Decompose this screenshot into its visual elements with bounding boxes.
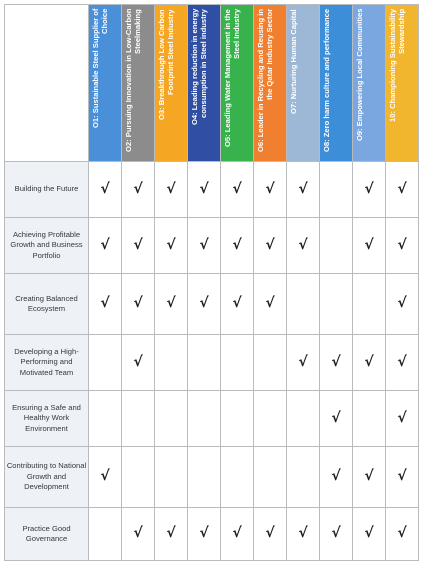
matrix-cell bbox=[320, 218, 353, 274]
checkmark-icon: √ bbox=[397, 295, 407, 311]
matrix-cell bbox=[122, 335, 155, 391]
matrix-cell bbox=[287, 274, 320, 335]
checkmark-icon: √ bbox=[265, 525, 275, 541]
objective-header-o1 bbox=[89, 5, 122, 162]
matrix-cell bbox=[221, 335, 254, 391]
row-label: Building the Future bbox=[5, 162, 89, 218]
matrix-cell bbox=[353, 274, 386, 335]
checkmark-icon: √ bbox=[331, 525, 341, 541]
objective-label: O6: Leader in Recycling and Reusing in the Qatar Industry Sector bbox=[256, 9, 274, 153]
checkmark-icon: √ bbox=[133, 525, 143, 541]
matrix-cell bbox=[287, 447, 320, 508]
checkmark-icon: √ bbox=[397, 353, 407, 370]
checkmark-icon: √ bbox=[166, 525, 176, 541]
table-row bbox=[5, 218, 419, 274]
objective-label: O5: Leading Water Management in the Steel Industry bbox=[223, 9, 241, 147]
matrix-cell bbox=[122, 162, 155, 218]
table-row bbox=[5, 447, 419, 508]
table-row bbox=[5, 162, 419, 218]
checkmark-icon: √ bbox=[331, 468, 341, 484]
matrix-cell bbox=[188, 162, 221, 218]
corner-cell bbox=[5, 5, 89, 162]
matrix-cell bbox=[155, 218, 188, 274]
objective-label: O1: Sustainable Steel Supplier of Choice bbox=[91, 9, 109, 129]
matrix-cell bbox=[353, 391, 386, 447]
objective-label: O3: Breakthrough Low Carbon Footprint Steel Industry bbox=[157, 9, 175, 120]
matrix-cell bbox=[386, 274, 419, 335]
matrix-cell bbox=[221, 447, 254, 508]
matrix-cell bbox=[188, 218, 221, 274]
matrix-cell bbox=[254, 274, 287, 335]
checkmark-icon: √ bbox=[397, 525, 407, 541]
table-row bbox=[5, 508, 419, 561]
checkmark-icon: √ bbox=[232, 236, 242, 253]
objectives-matrix-table bbox=[4, 4, 419, 561]
checkmark-icon: √ bbox=[298, 353, 308, 370]
checkmark-icon: √ bbox=[133, 236, 143, 253]
checkmark-icon: √ bbox=[166, 295, 176, 311]
matrix-cell bbox=[386, 508, 419, 561]
objective-label: O8: Zero harm culture and performance bbox=[322, 9, 331, 153]
matrix-cell bbox=[320, 162, 353, 218]
checkmark-icon: √ bbox=[100, 236, 110, 253]
objective-header-o3 bbox=[155, 5, 188, 162]
checkmark-icon: √ bbox=[298, 236, 308, 253]
objective-header-o5 bbox=[221, 5, 254, 162]
matrix-cell bbox=[89, 274, 122, 335]
table-row bbox=[5, 274, 419, 335]
checkmark-icon: √ bbox=[364, 353, 374, 370]
checkmark-icon: √ bbox=[265, 295, 275, 311]
objective-header-o4 bbox=[188, 5, 221, 162]
matrix-cell bbox=[122, 218, 155, 274]
matrix-cell bbox=[221, 391, 254, 447]
checkmark-icon: √ bbox=[232, 525, 242, 541]
table-row bbox=[5, 391, 419, 447]
checkmark-icon: √ bbox=[133, 353, 143, 370]
matrix-cell bbox=[122, 508, 155, 561]
checkmark-icon: √ bbox=[397, 409, 407, 426]
checkmark-icon: √ bbox=[199, 525, 209, 541]
matrix-cell bbox=[386, 335, 419, 391]
checkmark-icon: √ bbox=[397, 236, 407, 253]
matrix-cell bbox=[353, 162, 386, 218]
checkmark-icon: √ bbox=[364, 525, 374, 541]
row-label: Practice Good Governance bbox=[5, 508, 89, 561]
matrix-cell bbox=[155, 447, 188, 508]
row-label: Contributing to National Growth and Development bbox=[5, 447, 89, 508]
matrix-cell bbox=[155, 391, 188, 447]
checkmark-icon: √ bbox=[364, 180, 374, 197]
checkmark-icon: √ bbox=[232, 295, 242, 311]
checkmark-icon: √ bbox=[133, 295, 143, 311]
matrix-cell bbox=[254, 508, 287, 561]
matrix-cell bbox=[287, 335, 320, 391]
matrix-cell bbox=[122, 447, 155, 508]
checkmark-icon: √ bbox=[331, 353, 341, 370]
checkmark-icon: √ bbox=[199, 295, 209, 311]
checkmark-icon: √ bbox=[364, 468, 374, 484]
checkmark-icon: √ bbox=[265, 180, 275, 197]
matrix-cell bbox=[353, 218, 386, 274]
objective-label: O7: Nurturing Human Capital bbox=[289, 9, 298, 114]
checkmark-icon: √ bbox=[166, 180, 176, 197]
matrix-cell bbox=[221, 274, 254, 335]
checkmark-icon: √ bbox=[397, 468, 407, 484]
checkmark-icon: √ bbox=[100, 295, 110, 311]
matrix-cell bbox=[254, 218, 287, 274]
matrix-cell bbox=[155, 162, 188, 218]
objective-header-o7 bbox=[287, 5, 320, 162]
matrix-cell bbox=[353, 447, 386, 508]
matrix-cell bbox=[221, 508, 254, 561]
matrix-cell bbox=[188, 447, 221, 508]
matrix-cell bbox=[254, 162, 287, 218]
matrix-cell bbox=[386, 391, 419, 447]
matrix-cell bbox=[320, 274, 353, 335]
matrix-cell bbox=[353, 508, 386, 561]
matrix-cell bbox=[320, 508, 353, 561]
matrix-cell bbox=[386, 162, 419, 218]
matrix-cell bbox=[287, 162, 320, 218]
matrix-cell bbox=[89, 162, 122, 218]
matrix-cell bbox=[353, 335, 386, 391]
matrix-cell bbox=[89, 508, 122, 561]
row-label: Ensuring a Safe and Healthy Work Environment bbox=[5, 391, 89, 447]
matrix-cell bbox=[386, 447, 419, 508]
matrix-cell bbox=[221, 218, 254, 274]
matrix-cell bbox=[188, 274, 221, 335]
objective-label: O4: Leading reduction in energy consumption in Steel industry bbox=[190, 9, 208, 126]
matrix-cell bbox=[89, 335, 122, 391]
checkmark-icon: √ bbox=[199, 180, 209, 197]
checkmark-icon: √ bbox=[265, 236, 275, 253]
objective-label: O9: Empowering Local Communities bbox=[355, 9, 364, 142]
matrix-cell bbox=[386, 218, 419, 274]
checkmark-icon: √ bbox=[199, 236, 209, 253]
matrix-cell bbox=[155, 335, 188, 391]
row-label: Achieving Profitable Growth and Business Portfolio bbox=[5, 218, 89, 274]
checkmark-icon: √ bbox=[100, 468, 110, 484]
matrix-cell bbox=[320, 447, 353, 508]
matrix-body bbox=[5, 162, 419, 561]
matrix-cell bbox=[155, 274, 188, 335]
objective-header-o6 bbox=[254, 5, 287, 162]
checkmark-icon: √ bbox=[166, 236, 176, 253]
row-label: Creating Balanced Ecosystem bbox=[5, 274, 89, 335]
header-row bbox=[5, 5, 419, 162]
row-label: Developing a High-Performing and Motivated Team bbox=[5, 335, 89, 391]
objective-label: 10: Championing Sustainability Stewardship bbox=[388, 9, 406, 123]
objective-header-o9 bbox=[353, 5, 386, 162]
matrix-cell bbox=[122, 274, 155, 335]
matrix-cell bbox=[287, 508, 320, 561]
checkmark-icon: √ bbox=[364, 236, 374, 253]
matrix-cell bbox=[188, 508, 221, 561]
matrix-cell bbox=[254, 335, 287, 391]
objective-header-o10 bbox=[386, 5, 419, 162]
matrix-cell bbox=[89, 391, 122, 447]
matrix-cell bbox=[254, 391, 287, 447]
matrix-cell bbox=[188, 335, 221, 391]
checkmark-icon: √ bbox=[133, 180, 143, 197]
checkmark-icon: √ bbox=[298, 180, 308, 197]
matrix-cell bbox=[155, 508, 188, 561]
checkmark-icon: √ bbox=[298, 525, 308, 541]
matrix-cell bbox=[320, 391, 353, 447]
matrix-cell bbox=[188, 391, 221, 447]
objective-header-o8 bbox=[320, 5, 353, 162]
checkmark-icon: √ bbox=[232, 180, 242, 197]
matrix-cell bbox=[287, 391, 320, 447]
matrix-cell bbox=[89, 218, 122, 274]
matrix-cell bbox=[89, 447, 122, 508]
matrix-cell bbox=[122, 391, 155, 447]
matrix-cell bbox=[320, 335, 353, 391]
table-row bbox=[5, 335, 419, 391]
checkmark-icon: √ bbox=[331, 409, 341, 426]
objective-label: O2: Pursuing Innovation in Low-Carbon Steelmaking bbox=[124, 9, 142, 153]
matrix-cell bbox=[287, 218, 320, 274]
checkmark-icon: √ bbox=[397, 180, 407, 197]
matrix-cell bbox=[254, 447, 287, 508]
matrix-cell bbox=[221, 162, 254, 218]
checkmark-icon: √ bbox=[100, 180, 110, 197]
objective-header-o2 bbox=[122, 5, 155, 162]
